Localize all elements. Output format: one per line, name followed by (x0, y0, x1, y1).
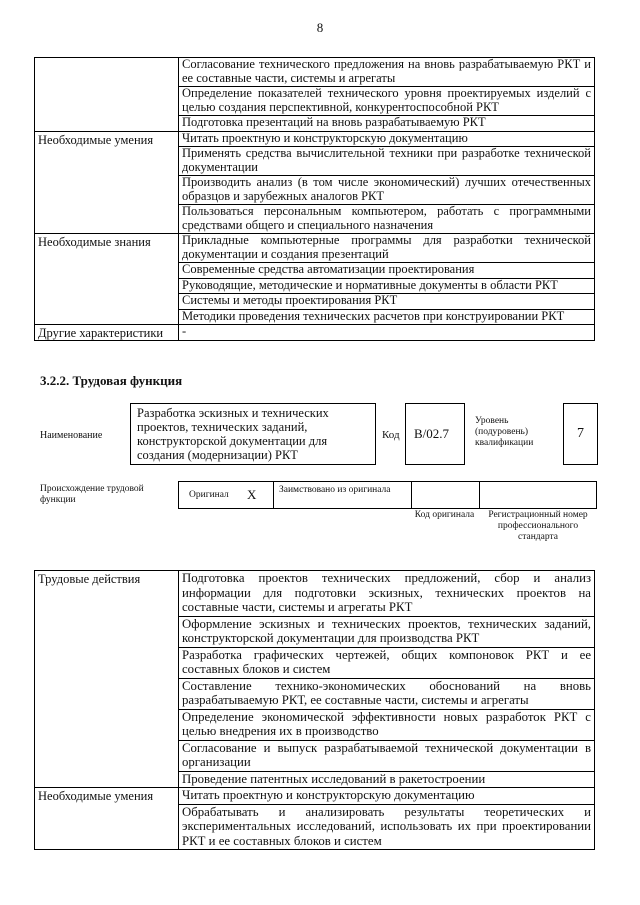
page-number: 8 (316, 20, 324, 35)
name-label: Наименование (40, 430, 103, 441)
reg-number-caption: Регистрационный номер профессионального стандарта (488, 510, 588, 542)
list-item: Подготовка проектов технических предложений, сбор и анализ информации для подготовки эскизных, технических проектов на составные части, системы и агрегаты РКТ (179, 571, 594, 617)
list-item: Подготовка презентаций на вновь разрабатываемую РКТ (182, 115, 486, 129)
table-row (35, 325, 595, 341)
origin-divider-2 (411, 482, 412, 508)
function-name: Разработка эскизных и технических проектов, технических заданий, конструкторской документации для создания (модернизации) РКТ (130, 403, 376, 465)
table-row (35, 131, 595, 234)
list-item: Составление технико-экономических обоснований на вновь разрабатываемую РКТ, ее составные части, системы и агрегаты (179, 679, 594, 710)
original-mark: X (247, 487, 257, 502)
list-item: - (182, 324, 187, 338)
origin-box (178, 481, 597, 509)
row-label: Другие характеристики (35, 325, 179, 341)
skills-knowledge-table (34, 57, 595, 341)
row-items (179, 234, 595, 325)
row-items (179, 131, 595, 234)
row-label: Необходимые умения (35, 788, 179, 850)
table-row (35, 58, 595, 132)
row-items (179, 58, 595, 132)
list-item: Согласование и выпуск разрабатываемой технической документации в организации (179, 741, 594, 772)
code-original-caption: Код оригинала (414, 510, 475, 520)
list-item: Применять средства вычислительной техники при разработке технической документации (179, 147, 594, 176)
list-item: Руководящие, методические и нормативные документы в области РКТ (179, 279, 594, 295)
row-items (179, 788, 595, 850)
list-item: Читать проектную и конструкторскую документацию (179, 788, 594, 805)
function-code: В/02.7 (405, 403, 465, 465)
code-label: Код (382, 429, 400, 441)
row-items (179, 325, 595, 341)
list-item: Производить анализ (в том числе экономический) лучших отечественных образцов и зарубежных аналогов РКТ (179, 176, 594, 205)
table-row (35, 571, 595, 788)
level-label: Уровень (подуровень) квалификации (475, 416, 534, 448)
list-item: Обрабатывать и анализировать результаты теоретических и экспериментальных исследований, использовать их при проектировании РКТ и ее составных блоков и систем (182, 804, 591, 848)
qualification-level: 7 (563, 403, 598, 465)
origin-divider-1 (273, 482, 274, 508)
original-label: Оригинал (189, 490, 229, 500)
row-label: Необходимые умения (35, 131, 179, 234)
list-item: Прикладные компьютерные программы для разработки технической документации и создания презентаций (179, 234, 594, 263)
origin-divider-3 (479, 482, 480, 508)
row-label (35, 58, 179, 132)
list-item: Определение экономической эффективности новых разработок РКТ с целью внедрения их в производство (179, 710, 594, 741)
list-item: Системы и методы проектирования РКТ (179, 294, 594, 310)
list-item: Разработка графических чертежей, общих компоновок РКТ и ее составных блоков и систем (179, 648, 594, 679)
borrowed-label: Заимствовано из оригинала (279, 485, 391, 495)
list-item: Методики проведения технических расчетов при конструировании РКТ (182, 308, 565, 323)
origin-label: Происхождение трудовой функции (40, 484, 144, 505)
row-label: Необходимые знания (35, 234, 179, 325)
list-item: Согласование технического предложения на вновь разрабатываемую РКТ и ее составные части, системы и агрегаты (179, 58, 594, 87)
table-row (35, 234, 595, 325)
list-item: Современные средства автоматизации проектирования (179, 263, 594, 279)
row-items (179, 571, 595, 788)
list-item: Пользоваться персональным компьютером, работать с программными средствами общего и специального назначения (182, 204, 591, 232)
section-title: 3.2.2. Трудовая функция (40, 373, 183, 388)
list-item: Проведение патентных исследований в ракетостроении (182, 771, 486, 786)
labor-actions-table (34, 570, 595, 850)
table-row (35, 788, 595, 850)
list-item: Определение показателей технического уровня проектируемых изделий с целью создания перспективной, конкурентоспособной РКТ (179, 87, 594, 116)
list-item: Оформление эскизных и технических проектов, технических заданий, конструкторской документации для производства РКТ (179, 617, 594, 648)
row-label: Трудовые действия (35, 571, 179, 788)
list-item: Читать проектную и конструкторскую документацию (179, 132, 594, 148)
